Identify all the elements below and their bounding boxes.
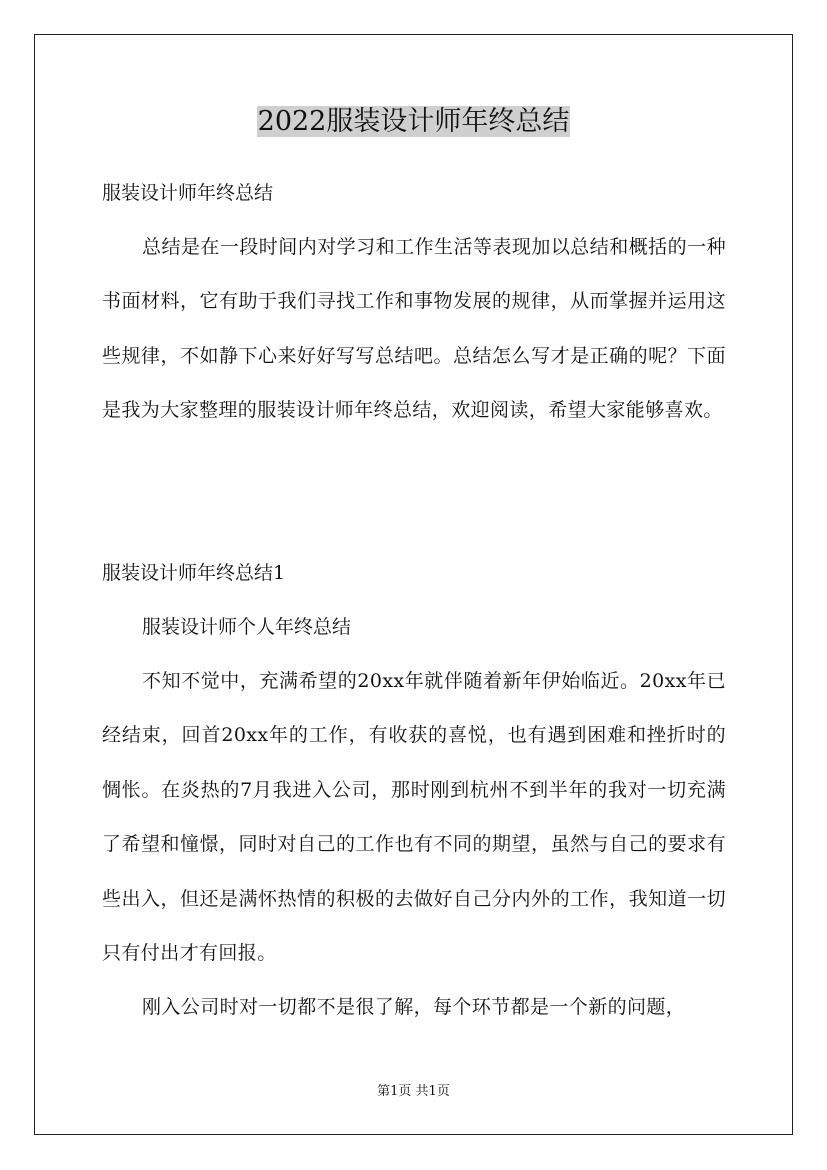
subtitle: 服装设计师年终总结	[102, 182, 274, 204]
title-text: 2022服装设计师年终总结	[257, 106, 570, 137]
section-subheading: 服装设计师个人年终总结	[142, 616, 352, 638]
section-heading: 服装设计师年终总结1	[102, 562, 286, 584]
body-paragraph-2: 刚入公司时对一切都不是很了解，每个环节都是一个新的问题，	[142, 996, 686, 1018]
page-footer: 第1页 共1页	[377, 1084, 450, 1099]
intro-paragraph: 总结是在一段时间内对学习和工作生活等表现加以总结和概括的一种书面材料，它有助于我们寻找工作和事物发展的规律，从而掌握并运用这些规律，不如静下心来好好写写总结吧。总结怎么写才是正确的呢？下面是我为大家整理的服装设计师年终总结，欢迎阅读，希望大家能够喜欢。	[102, 236, 726, 422]
body-paragraph-1: 不知不觉中，充满希望的20xx年就伴随着新年伊始临近。20xx年已经结束，回首20xx年的工作，有收获的喜悦，也有遇到困难和挫折时的惆怅。在炎热的7月我进入公司，那时刚到杭州不到半年的我对一切充满了希望和憧憬，同时对自己的工作也有不同的期望，虽然与自己的要求有些出入，但还是满怀热情的积极的去做好自己分内外的工作，我知道一切只有付出才有回报。	[102, 670, 726, 965]
document-title	[0, 102, 827, 142]
